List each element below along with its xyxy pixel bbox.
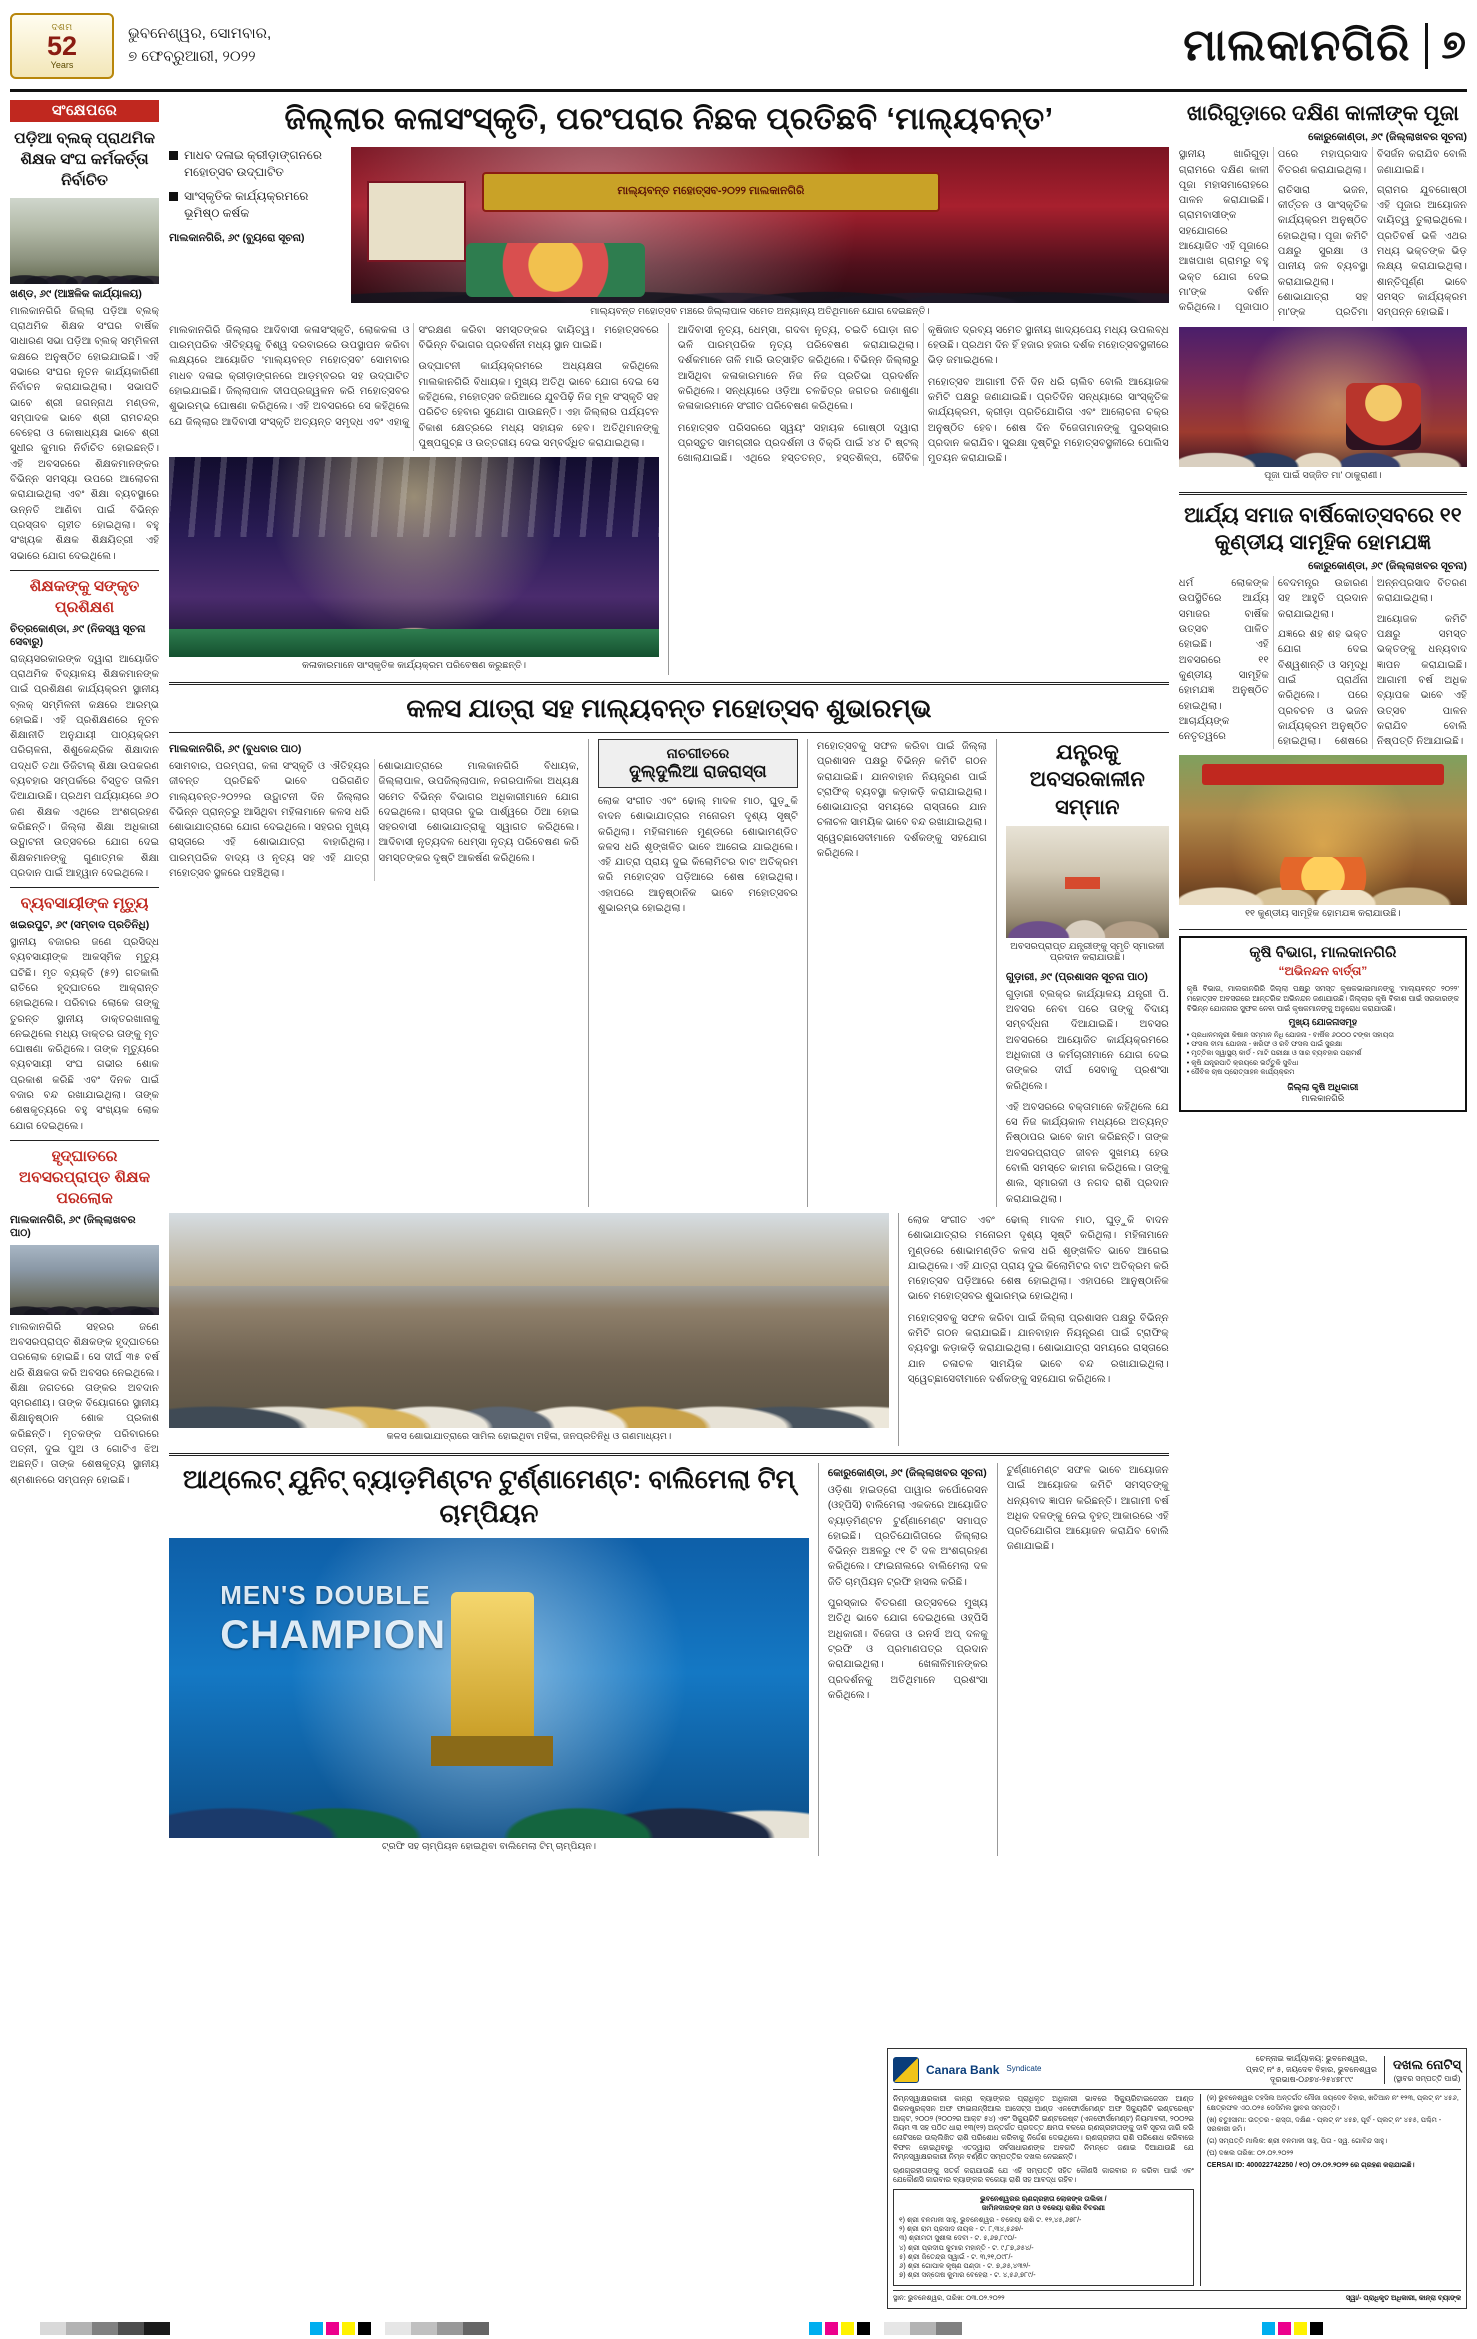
bank-borrower-row: ୨) ଶ୍ରୀ ରାମ ପ୍ରସାଦ ନାୟକ - ଟ. ୮,୩୪,୫୬୭/- [899,2226,1024,2234]
lead-dance-caption: କଳାକାରମାନେ ସାଂସ୍କୃତିକ କାର୍ଯ୍ୟକ୍ରମ ପରିବେଷଣ କରୁଛନ୍ତି। [301,660,526,672]
yantra-para-2: ଏହି ଅବସରରେ ବକ୍ତାମାନେ କହିଥିଲେ ଯେ ସେ ନିଜ କାର୍ଯ୍ୟକାଳ ମଧ୍ୟରେ ଅତ୍ୟନ୍ତ ନିଷ୍ଠାପର ଭାବେ କାମ କରିଛନ୍ତି। ତାଙ୍କ ଅବସରପ୍ରାପ୍ତ ଜୀବନ ସୁଖମୟ ହେଉ ବୋଲି ସମସ୍ତେ କାମନା କରିଥିଲେ। ତାଙ୍କୁ ଶାଲ, ସ୍ମାରକୀ ଓ ନଗଦ ରାଶି ପ୍ରଦାନ କରାଯାଇଥିଲା। [1005,1101,1169,1205]
bank-borrower-list [899,2216,1188,2280]
masthead [10,8,1467,92]
lead-bullet-1: ମାଧବ ଦଳାଇ କ୍ରୀଡ଼ାଙ୍ଗନରେ ମହୋତ୍ସବ ଉଦ୍‌ଘାଟିତ [169,147,341,182]
sports-photo [169,1538,809,1838]
masthead-dateline [128,23,318,68]
krishi-title: କୃଷି ବିଭାଗ, ମାଲକାନଗିରି [1249,944,1397,962]
sports-para-1: ଓଡ଼ିଶା ହାଇଡ୍ରୋ ପାୱାର କର୍ପୋରେସନ (ଓହ୍‌ପିସି) ବାଲିମେଲା ଏକକରେ ଆୟୋଜିତ ବ୍ୟାଡ଼ମିଣ୍ଟନ ଟୁର୍ଣ୍ଣାମେଣ୍ଟ ସମାପ୍ତ ହୋଇଛି। ପ୍ରତିଯୋଗିତାରେ ଜିଲ୍ଲାର ବିଭିନ୍ନ ଅଞ୍ଚଳରୁ ୯୧ ଟି ଦଳ ଅଂଶଗ୍ରହଣ କରିଥିଲେ। ଫାଇନାଲରେ ବାଲିମେଲା ଦଳ ଜିତି ଚାମ୍ପିୟନ ଟ୍ରଫି ହାସଲ କରିଛି। [827,1484,988,1588]
kalasa-headline: କଳସ ଯାତ୍ରା ସହ ମାଲ୍ୟବନ୍ତ ମହୋତ୍ସବ ଶୁଭାରମ୍ଭ [406,693,932,724]
bank-office-address: ଚେନ୍ନାଇ କାର୍ଯ୍ୟାଳୟ: ଭୁବନେଶ୍ୱର, ପ୍ଲଟ୍ ନଂ ୫, ଜୟଦେବ ବିହାର, ଭୁବନେଶ୍ୱର ଦୂରଭାଷ-୦୬୭୪-୨୫୪୭୮୯୯ [1245,2054,1377,2085]
bank-notice-body: ନିମ୍ନସ୍ୱାକ୍ଷରକାରୀ କାନ୍‌ରା ବ୍ୟାଙ୍କର ପ୍ରାଧିକୃତ ଅଧିକାରୀ ଭାବରେ ସିକ୍ୟୁରିଟାଇଜେସନ ଆଣ୍ଡ ରିକନଷ୍ଟ୍ରକ୍ସନ ଅଫ ଫାଇନାନ୍ସିଆଲ ଆସେଟ୍ସ ଆଣ୍ଡ ଏନଫୋର୍ସମେଣ୍ଟ ଅଫ ସିକ୍ୟୁରିଟି ଇଣ୍ଟରେଷ୍ଟ ଆକ୍ଟ, ୨୦୦୨ (୨୦୦୨ର ଆକ୍ଟ ୫୪) ଏବଂ ସିକ୍ୟୁରିଟି ଇଣ୍ଟରେଷ୍ଟ (ଏନଫୋର୍ସମେଣ୍ଟ) ନିୟମାବଳୀ, ୨୦୦୨ର ନିୟମ ୩ ସହ ପଠିତ ଧାରା ୧୩(୧୨) ଅନ୍ତର୍ଗତ ପ୍ରଦତ୍ତ କ୍ଷମତା ବଳରେ ଋଣଗ୍ରହୀତାଙ୍କୁ ଦାବି ସୂଚନା ଜାରି କରି ନୋଟିସରେ ଉଲ୍ଲିଖିତ ରାଶି ପରିଶୋଧ କରିବାକୁ ନିର୍ଦ୍ଦେଶ ଦେଇଥିଲେ। ଋଣଗ୍ରହୀତା ରାଶି ପରିଶୋଧ କରିବାରେ ବିଫଳ ହୋଇଥିବାରୁ ଏତଦ୍ୱାରା ସର୍ବସାଧାରଣଙ୍କ ଅବଗତି ନିମନ୍ତେ ଜଣାଇ ଦିଆଯାଉଛି ଯେ ନିମ୍ନସ୍ୱାକ୍ଷରକାରୀ ନିମ୍ନ ବର୍ଣ୍ଣିତ ସମ୍ପତ୍ତିର ଦଖଲ ନେଇଛନ୍ତି। [893,2094,1194,2162]
sports-byline: କୋରୁକୋଣ୍ଡା, ୬୯ (ଜିଲ୍ଲାଖବର ସୂଚନା) [827,1466,987,1479]
lead-para-4: ମହୋତ୍ସବ ପରିସରରେ ସ୍ୱୟଂ ସହାୟକ ଗୋଷ୍ଠୀ ଦ୍ୱାରା ପ୍ରସ୍ତୁତ ସାମଗ୍ରୀର ପ୍ରଦର୍ଶନୀ ଓ ବିକ୍ରି ପାଇଁ ୪୪ ଟି ଷ୍ଟଲ୍ ଖୋଲାଯାଇଛି। ଏଥିରେ ହସ୍ତତନ୍ତ, ହସ୍ତଶିଳ୍ପ, ଜୈବିକ କୃଷିଜାତ ଦ୍ରବ୍ୟ ସମେତ ସ୍ଥାନୀୟ ଖାଦ୍ୟପେୟ ମଧ୍ୟ ଉପଲବ୍ଧ ହେଉଛି। ପ୍ରଥମ ଦିନ ହିଁ ହଜାର ହଜାର ଦର୍ଶକ ମହୋତ୍ସବସ୍ଥଳୀରେ ଭିଡ଼ ଜମାଇଥିଲେ। [677,324,1169,465]
sports-para-3: ଟୁର୍ଣ୍ଣାମେଣ୍ଟ ସଫଳ ଭାବେ ଆୟୋଜନ ପାଇଁ ଆୟୋଜକ କମିଟି ସମସ୍ତଙ୍କୁ ଧନ୍ୟବାଦ ଜ୍ଞାପନ କରିଛନ୍ତି। ଆଗାମୀ ବର୍ଷ ଅଧିକ ଦଳଙ୍କୁ ନେଇ ବୃହତ୍ ଆକାରରେ ଏହି ପ୍ରତିଯୋଗିତା ଆୟୋଜନ କରାଯିବ ବୋଲି ଜଣାଯାଇଛି। [1006,1464,1169,1553]
krishi-bullet-2: • ଫସଲ ବୀମା ଯୋଜନା - ଖରିଫ ଓ ରବି ଫସଲ ପାଇଁ ସୁରକ୍ଷା [1186,1041,1343,1049]
bank-property-row: (ଖ) ଚତୁଃସୀମା: ଉତ୍ତର - ରାସ୍ତା, ଦକ୍ଷିଣ - ପ୍ଲଟ୍ ନଂ ୪୫୭, ପୂର୍ବ - ପ୍ଲଟ୍ ନଂ ୪୫୫, ପଶ୍ଚିମ - ସରକାରୀ ଜମି। [1206,2116,1442,2133]
left-briefs-column [10,100,159,1856]
brief2-headline: ଶିକ୍ଷକଙ୍କୁ ସଙ୍କୃତ ପ୍ରଶିକ୍ଷଣ [29,577,140,616]
krishi-bullet-5: • ଜୈବିକ ଚାଷ ପ୍ରୋତ୍ସାହନ କାର୍ଯ୍ୟକ୍ରମ [1186,1068,1295,1076]
brief4-headline: ହୃଦ୍‌ଘାତରେ ଅବସରପ୍ରାପ୍ତ ଶିକ୍ଷକ ପରଲୋକ [19,1147,151,1207]
brief4-byline: ମାଲକାନଗିରି, ୬୯ (ଜିଲ୍ଲାଖବର ପାଠ) [10,1213,136,1239]
kali-para-2: ରାତିସାରା ଭଜନ, କୀର୍ତ୍ତନ ଓ ସାଂସ୍କୃତିକ କାର୍ଯ୍ୟକ୍ରମ ଅନୁଷ୍ଠିତ ହୋଇଥିଲା। ପୂଜା କମିଟି ପକ୍ଷରୁ ସୁରକ୍ଷା ଓ ପାନୀୟ ଜଳ ବ୍ୟବସ୍ଥା କରାଯାଇଥିଲା। ଶୋଭାଯାତ୍ରା ସହ ମା'ଙ୍କ ପ୍ରତିମା ବିସର୍ଜନ କରାଯିବ ବୋଲି ଜଣାଯାଇଛି। [1277,149,1467,319]
arya-photo [1179,755,1467,905]
lead-para-3: ଆଦିବାସୀ ନୃତ୍ୟ, ଧେମ୍‌ସା, ଗଦବା ନୃତ୍ୟ, ଚଇତି ଘୋଡ଼ା ନାଚ ଭଳି ପାରମ୍ପରିକ ନୃତ୍ୟ ପରିବେଷଣ କରାଯାଇଥିଲା। ଦର୍ଶକମାନେ ତାଳି ମାରି ଉତ୍ସାହିତ କରିଥିଲେ। ବିଭିନ୍ନ ଜିଲ୍ଲାରୁ ଆସିଥିବା କଳାକାରମାନେ ନିଜ ନିଜ ପ୍ରତିଭା ପ୍ରଦର୍ଶନ କରିଥିଲେ। ସନ୍ଧ୍ୟାରେ ଓଡ଼ିଆ ଚଳଚ୍ଚିତ୍ର ଜଗତର ଜଣାଶୁଣା କଳାକାରମାନେ ସଂଗୀତ ପରିବେଷଣ କରିଥିଲେ। [677,324,919,413]
masthead-divider [1425,23,1428,69]
sports-headline: ଆଥ୍‌ଲେଟ୍ ଯୁନିଟ୍ ବ୍ୟାଡ଼ମିଣ୍ଟନ ଟୁର୍ଣ୍ଣାମେଣ୍ଟ: ବାଲିମେଲା ଟିମ୍ ଚାମ୍ପିୟନ [182,1463,796,1528]
arya-para-2: ଯଜ୍ଞରେ ଶହ ଶହ ଭକ୍ତ ଯୋଗ ଦେଇ ବିଶ୍ୱଶାନ୍ତି ଓ ସମୃଦ୍ଧି ପାଇଁ ପ୍ରାର୍ଥନା କରିଥିଲେ। ପରେ ପ୍ରବଚନ ଓ ଭଜନ କାର୍ଯ୍ୟକ୍ରମ ଅନୁଷ୍ଠିତ ହୋଇଥିଲା। ଶେଷରେ ଅନ୍ନପ୍ରସାଦ ବିତରଣ କରାଯାଇଥିଲା। [1277,578,1467,748]
logo-years-label: Years [50,59,74,70]
lead-photo-block [351,147,1169,321]
brief3-byline: ଖଇରପୁଟ, ୬୯ (ସମ୍ବାଦ ପ୍ରତିନିଧି) [10,919,150,932]
arya-byline: କୋରୁକୋଣ୍ଡା, ୬୯ (ଜିଲ୍ଲାଖବର ସୂଚନା) [1308,560,1467,573]
brief4-body: ମାଲକାନଗିରି ସହରର ଜଣେ ଅବସରପ୍ରାପ୍ତ ଶିକ୍ଷକଙ୍କ ହୃଦ୍‌ଘାତରେ ପରଲୋକ ହୋଇଛି। ସେ ଦୀର୍ଘ ୩୫ ବର୍ଷ ଧରି ଶିକ୍ଷକତା କରି ଅବସର ନେଇଥିଲେ। ଶିକ୍ଷା ଜଗତରେ ତାଙ୍କର ଅବଦାନ ସ୍ମରଣୀୟ। ତାଙ୍କ ବିୟୋଗରେ ସ୍ଥାନୀୟ ଶିକ୍ଷାନୁଷ୍ଠାନ ଶୋକ ପ୍ରକାଶ କରିଛନ୍ତି। ମୃତକଙ୍କ ପରିବାରରେ ପତ୍ନୀ, ଦୁଇ ପୁଅ ଓ ଗୋଟିଏ ଝିଅ ଅଛନ୍ତି। ତାଙ୍କ ଶେଷକୃତ୍ୟ ସ୍ଥାନୀୟ ଶ୍ମଶାନରେ ସମ୍ପନ୍ନ ହୋଇଛି। [10,1321,160,1486]
lead-bullet-2: ସାଂସ୍କୃତିକ କାର୍ଯ୍ୟକ୍ରମରେ ଭୂମିଷ୍ଠ କର୍ଷକ [169,188,341,223]
lead-photo [351,147,1169,303]
yantra-photo-caption: ଅବସରପ୍ରାପ୍ତ ଯନ୍ତ୍ରୀଙ୍କୁ ସ୍ମୃତି ସ୍ମାରକୀ ପ୍ରଦାନ କରାଯାଉଛି। [1010,940,1165,963]
bank-property-row: (କ) ଭୁବନେଶ୍ୱର ତହସିଲ ଅନ୍ତର୍ଗତ ମୌଜା ଜୟଦେବ ବିହାର, ଖତିଆନ ନଂ ୧୨୩, ପ୍ଲଟ୍ ନଂ ୪୫୬, କ୍ଷେତ୍ରଫଳ ଏ୦.୦୨୫ ଡେସିମିଲ ସ୍ଥାବର ସମ୍ପତ୍ତି। [1206,2095,1459,2112]
arya-headline: ଆର୍ଯ୍ୟ ସମାଜ ବାର୍ଷିକୋତ୍ସବରେ ୧୧ କୁଣ୍ଡୀୟ ସାମୂହିକ ହୋମଯଜ୍ଞ [1184,503,1462,554]
masthead-place-line1: ଭୁବନେଶ୍ୱର, ସୋମବାର, [128,25,272,42]
yantra-byline: ଗୁଡ଼ାରୀ, ୬୯ (ପ୍ରଶାସନ ସୂଚନା ପାଠ) [1005,970,1148,983]
bank-sub-name: Syndicate [1006,2064,1042,2074]
krishi-footer-office: ମାଲକାନଗିରି [1301,1092,1345,1103]
bank-ad-footer-right: ସ୍ୱା/- ପ୍ରାଧିକୃତ ଅଧିକାରୀ, କାନ୍‌ରା ବ୍ୟାଙ୍କ [1345,2294,1461,2302]
kali-byline: କୋରୁକୋଣ୍ଡା, ୬୯ (ଜିଲ୍ଲାଖବର ସୂଚନା) [1308,131,1467,144]
gray-ramp-2 [385,2322,489,2335]
brief2-byline: ଚିତ୍ରକୋଣ୍ଡା, ୬୯ (ନିଜସ୍ୱ ସୂଚନା ସେବାରୁ) [10,622,146,648]
bank-name: Canara Bank [926,2062,1000,2077]
bank-property-row: (ଗ) ସମ୍ପତ୍ତି ମାଲିକ: ଶ୍ରୀ ବନମାଳୀ ସାହୁ, ପିତା - ସ୍ୱ. ଗୋବିନ୍ଦ ସାହୁ। [1206,2137,1388,2145]
brief1-photo [10,198,159,284]
brief1-byline: ଖଣ୍ଡ, ୬୯ (ଆଞ୍ଚଳିକ କାର୍ଯ୍ୟାଳୟ) [10,287,142,300]
bank-borrower-row: ୭) ଶ୍ରୀ ସନ୍ତୋଷ କୁମାର ବେହେରା - ଟ. ୪,୫୬,୭୮୯/- [899,2271,1036,2279]
kalasa-photo-caption: କଳସ ଶୋଭାଯାତ୍ରାରେ ସାମିଲ ହୋଇଥିବା ମହିଳା, ଜନପ୍ରତିନିଧି ଓ ଗଣମାଧ୍ୟମ। [386,1430,672,1442]
color-swatches-2 [809,2322,870,2335]
kalasa-subhead-box [598,739,798,788]
gray-ramp-3 [884,2322,962,2335]
kali-para-3: ଗ୍ରାମର ଯୁବଗୋଷ୍ଠୀ ଏହି ପୂଜାର ଆୟୋଜନ ଦାୟିତ୍ୱ ତୁଲାଇଥିଲେ। ପ୍ରତିବର୍ଷ ଭଳି ଏଥର ମଧ୍ୟ ଭକ୍ତଙ୍କ ଭିଡ଼ ଲକ୍ଷ୍ୟ କରାଯାଇଥିଲା। ଶାନ୍ତିପୂର୍ଣ୍ଣ ଭାବେ ସମସ୍ତ କାର୍ଯ୍ୟକ୍ରମ ସମ୍ପନ୍ନ ହୋଇଛି। [1376,184,1467,319]
bank-cersai-id: CERSAI ID: 400022742250 / ୧୦) ୦୨.୦୨.୨୦୨୨ ରେ ଗ୍ରହଣ କରାଯାଇଛି। [1206,2162,1415,2169]
krishi-bullet-list [1187,1031,1459,1076]
bank-borrower-row: ୪) ଶ୍ରୀ ପ୍ରଦୀପ କୁମାର ମହାନ୍ତି - ଟ. ୯,୮୭,୬୫୪/- [899,2244,1034,2252]
bullet-square-icon [169,192,178,201]
right-column [1179,100,1467,1856]
kalasa-overflow-text: ଲୋକ ସଂଗୀତ ଏବଂ ଢୋଲ୍ ମାଦଳ ମାଠ, ଘୁଡ଼ୁକି ବାଦନ ଶୋଭାଯାତ୍ରାର ମନୋରମ ଦୃଶ୍ୟ ସୃଷ୍ଟି କରିଥିଲା। ମହିଳାମାନେ ମୁଣ୍ଡରେ ଶୋଭାମଣ୍ଡିତ କଳସ ଧରି ଶୃଙ୍ଖଳିତ ଭାବେ ଆଗେଇ ଯାଇଥିଲେ। ଏହି ଯାତ୍ରା ପ୍ରାୟ ଦୁଇ କିଲୋମିଟର ବାଟ ଅତିକ୍ରମ କରି ମହୋତ୍ସବ ପଡ଼ିଆରେ ଶେଷ ହୋଇଥିଲା। ଏହାପରେ ଆନୁଷ୍ଠାନିକ ଭାବେ ମହୋତ୍ସବର ଶୁଭାରମ୍ଭ ହୋଇଥିଲା। ମହୋତ୍ସବକୁ ସଫଳ କରିବା ପାଇଁ ଜିଲ୍ଲା ପ୍ରଶାସନ ପକ୍ଷରୁ ବିଭିନ୍ନ କମିଟି ଗଠନ କରାଯାଇଛି। ଯାନବାହାନ ନିୟନ୍ତ୍ରଣ ପାଇଁ ଟ୍ରାଫିକ୍ ବ୍ୟବସ୍ଥା କଡ଼ାକଡ଼ି କରାଯାଇଥିଲା। ଶୋଭାଯାତ୍ରା ସମୟରେ ରାସ୍ତାରେ ଯାନ ଚଳାଚଳ ସାମୟିକ ଭାବେ ବନ୍ଦ ରଖାଯାଇଥିଲା। ସ୍ୱେଚ୍ଛାସେବୀମାନେ ଦର୍ଶକଙ୍କୁ ସହଯୋଗ କରିଥିଲେ। [907,1214,1169,1385]
lead-para-2: ଉଦ୍‌ଘାଟନୀ କାର୍ଯ୍ୟକ୍ରମରେ ଅଧ୍ୟକ୍ଷତା କରିଥିଲେ ମାଲକାନଗିରି ବିଧାୟକ। ମୁଖ୍ୟ ଅତିଥି ଭାବେ ଯୋଗ ଦେଇ ସେ କହିଥିଲେ, ମହୋତ୍ସବ ଜରିଆରେ ଯୁବପିଢ଼ି ନିଜ ମୂଳ ସଂସ୍କୃତି ସହ ପରିଚିତ ହେବାର ସୁଯୋଗ ପାଉଛନ୍ତି। ଏହା ଜିଲ୍ଲାର ପର୍ଯ୍ୟଟନ ବିକାଶ କ୍ଷେତ୍ରରେ ମଧ୍ୟ ସହାୟକ ହେବ। ଅତିଥିମାନଙ୍କୁ ପୁଷ୍ପଗୁଚ୍ଛ ଓ ଉତ୍ତରୀୟ ଦେଇ ସମ୍ବର୍ଦ୍ଧିତ କରାଯାଇଥିଲା। [418,361,659,449]
yantra-photo [1006,826,1169,938]
kali-photo [1179,327,1467,467]
kali-headline: ଖାରିଗୁଡ଼ାରେ ଦକ୍ଷିଣ କାଳୀଙ୍କ ପୂଜା [1186,102,1459,125]
kalasa-para-2: ଶୋଭାଯାତ୍ରାରେ ମାଲକାନଗିରି ବିଧାୟକ, ଜିଲ୍ଲାପାଳ, ଉପଜିଲ୍ଲାପାଳ, ନଗରପାଳିକା ଅଧ୍ୟକ୍ଷ ସମେତ ବିଭିନ୍ନ ବିଭାଗର ଅଧିକାରୀମାନେ ଯୋଗ ଦେଇଥିଲେ। ରାସ୍ତାର ଦୁଇ ପାର୍ଶ୍ୱରେ ଠିଆ ହୋଇ ସହରବାସୀ ଶୋଭାଯାତ୍ରାକୁ ସ୍ୱାଗତ କରିଥିଲେ। ଆଦିବାସୀ ନୃତ୍ୟଦଳ ଧେମ୍‌ସା ନୃତ୍ୟ ପରିବେଷଣ କରି ସମସ୍ତଙ୍କର ଦୃଷ୍ଟି ଆକର୍ଷଣ କରିଥିଲେ। [378,760,579,864]
kali-para-1: ସ୍ଥାନୀୟ ଖାରିଗୁଡ଼ା ଗ୍ରାମରେ ଦକ୍ଷିଣ କାଳୀ ପୂଜା ମହାସମାରୋହରେ ପାଳନ କରାଯାଇଛି। ଗ୍ରାମବାସୀଙ୍କ ସହଯୋଗରେ ଆୟୋଜିତ ଏହି ପୂଜାରେ ଆଖପାଖ ଗ୍ରାମରୁ ବହୁ ଭକ୍ତ ଯୋଗ ଦେଇ ମା'ଙ୍କ ଦର୍ଶନ କରିଥିଲେ। ପୂଜାପାଠ ପରେ ମହାପ୍ରସାଦ ବିତରଣ କରାଯାଇଥିଲା। [1178,149,1368,314]
sports-photo-caption: ଟ୍ରଫି ସହ ଚାମ୍ପିୟନ ହୋଇଥିବା ବାଲିମେଲା ଟିମ୍ ଚାମ୍ପିୟନ। [381,1840,597,1852]
lead-photo-banner: ମାଲ୍ୟବନ୍ତ ମହୋତ୍ସବ-୨୦୨୨ ମାଲକାନଗିରି [482,172,940,213]
bank-borrower-row: ୫) ଶ୍ରୀ ଜିତେନ୍ଦ୍ର ସ୍ୱାଇଁ - ଟ. ୩,୨୧,୦୯୮/- [899,2253,1013,2261]
krishi-footer-name: ଜିଲ୍ଲା କୃଷି ଅଧିକାରୀ [1287,1081,1359,1092]
bank-borrower-list-sub: ଜାମିନଦାରଙ୍କ ନାମ ଓ ବକେୟା ରାଶିର ବିବରଣୀ [981,2205,1105,2213]
anniversary-logo [10,13,114,79]
bank-logo-icon [893,2057,919,2083]
brief1-body: ମାଲକାନଗିରି ଜିଲ୍ଲା ପଡ଼ିଆ ବ୍ଲକ୍ ପ୍ରାଥମିକ ଶିକ୍ଷକ ସଂଘର ବାର୍ଷିକ ସାଧାରଣ ସଭା ପଡ଼ିଆ ବ୍ଲକ୍ ସମ୍ମିଳନୀ କକ୍ଷରେ ଅନୁଷ୍ଠିତ ହୋଇଯାଇଛି। ଏହି ସଭାରେ ସଂଘର ନୂତନ କାର୍ଯ୍ୟକାରିଣୀ ନିର୍ବାଚନ କରାଯାଇଥିଲା। ସଭାପତି ଭାବେ ଶ୍ରୀ ଜଗନ୍ନାଥ ମଣ୍ଡଳ, ସମ୍ପାଦକ ଭାବେ ଶ୍ରୀ ରାମଚନ୍ଦ୍ର ବେହେରା ଓ କୋଷାଧ୍ୟକ୍ଷ ଭାବେ ଶ୍ରୀ ସୁଧୀର କୁମାର ନିର୍ବାଚିତ ହୋଇଛନ୍ତି। ଏହି ଅବସରରେ ଶିକ୍ଷକମାନଙ୍କର ବିଭିନ୍ନ ସମସ୍ୟା ଉପରେ ଆଲୋଚନା କରାଯାଇଥିଲା ଏବଂ ଶିକ୍ଷା ବ୍ୟବସ୍ଥାରେ ଉନ୍ନତି ଆଣିବା ପାଇଁ ବିଭିନ୍ନ ପ୍ରସ୍ତାବ ଗୃହୀତ ହୋଇଥିଲା। ବହୁ ସଂଖ୍ୟକ ଶିକ୍ଷକ ଶିକ୍ଷୟିତ୍ରୀ ଏହି ସଭାରେ ଯୋଗ ଦେଇଥିଲେ। [10,305,160,562]
yantra-headline: ଯନ୍ତ୍ରକୁ ଅବସରକାଳୀନ ସମ୍ମାନ [1029,740,1145,819]
main-content-column [169,100,1169,1856]
krishi-bullet-3: • ମୃତ୍ତିକା ସ୍ୱାସ୍ଥ୍ୟ କାର୍ଡ - ମାଟି ପରୀକ୍ଷା ଓ ସାର ବ୍ୟବହାର ପରାମର୍ଶ [1186,1050,1362,1058]
brief3-body: ସ୍ଥାନୀୟ ବଜାରର ଜଣେ ପ୍ରସିଦ୍ଧ ବ୍ୟବସାୟୀଙ୍କ ଆକସ୍ମିକ ମୃତ୍ୟୁ ଘଟିଛି। ମୃତ ବ୍ୟକ୍ତି (୫୨) ଗତକାଲି ରାତିରେ ହୃଦ୍‌ଘାତରେ ଆକ୍ରାନ୍ତ ହୋଇଥିଲେ। ପରିବାର ଲୋକେ ତାଙ୍କୁ ତୁରନ୍ତ ସ୍ଥାନୀୟ ଡାକ୍ତରଖାନାକୁ ନେଇଥିଲେ ମଧ୍ୟ ଡାକ୍ତର ତାଙ୍କୁ ମୃତ ଘୋଷଣା କରିଥିଲେ। ତାଙ୍କ ମୃତ୍ୟୁରେ ବ୍ୟବସାୟୀ ସଂଘ ଗଭୀର ଶୋକ ପ୍ରକାଶ କରିଛି ଏବଂ ଦିନକ ପାଇଁ ବଜାର ବନ୍ଦ ରଖାଯାଇଥିଲା। ତାଙ୍କ ଶେଷକୃତ୍ୟରେ ବହୁ ସଂଖ୍ୟକ ଲୋକ ଯୋଗ ଦେଇଥିଲେ। [10,937,160,1132]
bank-ad-header [893,2054,1461,2090]
brief3-headline: ବ୍ୟବସାୟୀଙ୍କ ମୃତ୍ୟୁ [20,895,149,913]
briefs-label: ସଂକ୍ଷେପରେ [10,100,159,122]
bank-notice-title-block: ଦଖଲ ନୋଟିସ୍ (ସ୍ଥାବର ସମ୍ପତ୍ତି ପାଇଁ) [1384,2056,1461,2084]
krishi-body: କୃଷି ବିଭାଗ, ମାଲକାନଗିରି ଜିଲ୍ଲା ପକ୍ଷରୁ ସମସ୍ତ କୃଷକଭାଇମାନଙ୍କୁ ‘ମାଲ୍ୟବନ୍ତ ୨୦୨୨’ ମହୋତ୍ସବ ଅବସରରେ ଆନ୍ତରିକ ଅଭିନନ୍ଦନ ଜଣାଯାଉଛି। ଜିଲ୍ଲାର କୃଷି ବିକାଶ ପାଇଁ ସରକାରଙ୍କ ବିଭିନ୍ନ ଯୋଜନାର ସୁଫଳ ନେବା ପାଇଁ କୃଷକମାନଙ୍କୁ ଅନୁରୋଧ କରାଯାଉଛି। [1186,984,1459,1013]
page-body [10,100,1467,1856]
arya-para-1: ଧର୍ମ ଲୋକଙ୍କ ଉପସ୍ଥିତିରେ ଆର୍ଯ୍ୟ ସମାଜର ବାର୍ଷିକ ଉତ୍ସବ ପାଳିତ ହୋଇଛି। ଏହି ଅବସରରେ ୧୧ କୁଣ୍ଡୀୟ ସାମୂହିକ ହୋମଯଜ୍ଞ ଅନୁଷ୍ଠିତ ହୋଇଥିଲା। ଆଚାର୍ଯ୍ୟଙ୍କ ନେତୃତ୍ୱରେ ବେଦମନ୍ତ୍ର ଉଚ୍ଚାରଣ ସହ ଆହୁତି ପ୍ରଦାନ କରାଯାଇଥିଲା। [1178,578,1368,743]
kalasa-subhead-1: ନାଚଗୀତରେ [666,744,730,761]
lead-para-1: ମାଲକାନଗିରି ଜିଲ୍ଲାର ଆଦିବାସୀ କଳା‌ସଂସ୍କୃତି, ଲୋକକଳା ଓ ପାରମ୍ପରିକ ଐତିହ୍ୟକୁ ବିଶ୍ୱ ଦରବାରରେ ଉପସ୍ଥାପନ କରିବା ଲକ୍ଷ୍ୟରେ ଆୟୋଜିତ ‘ମାଲ୍ୟବନ୍ତ ମହୋତ୍ସବ’ ସୋମବାର ମାଧବ ଦଳାଇ କ୍ରୀଡ଼ାଙ୍ଗନରେ ଆଡ଼ମ୍ବରର ସହ ଉଦ୍‌ଘାଟିତ ହୋଇଯାଇଛି। ଜିଲ୍ଲାପାଳ ଦୀପପ୍ରଜ୍ୱଳନ କରି ମହୋତ୍ସବର ଶୁଭାରମ୍ଭ ଘୋଷଣା କରିଥିଲେ। ଏହି ଅବସରରେ ସେ କହିଥିଲେ ଯେ ଜିଲ୍ଲାର ଆଦିବାସୀ ସଂସ୍କୃତି ଅତ୍ୟନ୍ତ ସମୃଦ୍ଧ ଏବଂ ଏହାକୁ ସଂରକ୍ଷଣ କରିବା ସମସ୍ତଙ୍କର ଦାୟିତ୍ୱ। ମହୋତ୍ସବରେ ବିଭିନ୍ନ ବିଭାଗର ପ୍ରଦର୍ଶନୀ ମଧ୍ୟ ସ୍ଥାନ ପାଇଛି। [169,324,659,428]
krishi-bullet-1: • ପ୍ରଧାନମନ୍ତ୍ରୀ କିଷାନ ସମ୍ମାନ ନିଧି ଯୋଜନା - ବାର୍ଷିକ ୬୦୦୦ ଟଙ୍କା ସହାୟତା [1186,1032,1394,1040]
bank-property-list [1207,2094,1461,2170]
arya-para-3: ଆୟୋଜକ କମିଟି ପକ୍ଷରୁ ସମସ୍ତ ଭକ୍ତଙ୍କୁ ଧନ୍ୟବାଦ ଜ୍ଞାପନ କରାଯାଇଛି। ଆଗାମୀ ବର୍ଷ ଅଧିକ ବ୍ୟାପକ ଭାବେ ଏହି ଉତ୍ସବ ପାଳନ କରାଯିବ ବୋଲି ନିଷ୍ପତ୍ତି ନିଆଯାଇଛି। [1376,613,1467,748]
krishi-bullet-4: • କୃଷି ଯନ୍ତ୍ରପାତି କ୍ରୟରେ ଭର୍ତ୍ତୁକି ସୁବିଧା [1186,1059,1299,1067]
bank-notice-warning: ଋଣଗ୍ରହୀତାଙ୍କୁ ସତର୍କ କରାଯାଉଛି ଯେ ଏହି ସମ୍ପତ୍ତି ସହିତ କୌଣସି କାରବାର ନ କରିବା ପାଇଁ ଏବଂ ଯେକୌଣସି କାରବାର ବ୍ୟାଙ୍କର ବକେୟା ରାଶି ସହ ଆବଦ୍ଧ ରହିବ। [893,2165,1194,2185]
kalasa-para-1: ସୋମବାର, ପରମ୍ପରା, କଳା ସଂସ୍କୃତି ଓ ଐତିହ୍ୟର ଜୀବନ୍ତ ପ୍ରତିଛବି ଭାବେ ପରିଗଣିତ ମାଲ୍ୟବନ୍ତ-୨୦୨୨ର ଉଦ୍ଘାଟନୀ ଦିନ ଜିଲ୍ଲାର ବିଭିନ୍ନ ପ୍ରାନ୍ତରୁ ଆସିଥିବା ମହିଳାମାନେ କଳସ ଧରି ଶୋଭାଯାତ୍ରାରେ ଯୋଗ ଦେଇଥିଲେ। ସହରର ମୁଖ୍ୟ ରାସ୍ତାରେ ଏହି ଶୋଭାଯାତ୍ରା ବାହାରିଥିଲା। ପାରମ୍ପରିକ ବାଦ୍ୟ ଓ ନୃତ୍ୟ ସହ ଏହି ଯାତ୍ରା ମହୋତ୍ସବ ସ୍ଥଳରେ ପହଞ୍ଚିଥିଲା। [169,760,370,879]
color-registration-bar [0,2317,1477,2339]
logo-years-number: 52 [46,30,78,61]
bank-borrower-row: ୩) ଶ୍ରୀମତୀ ସୁଶୀଳା ଦେବୀ - ଟ. ୫,୬୭,୮୯୦/- [899,2235,1017,2243]
sports-photo-overlay-2: CHAMPION [220,1612,447,1657]
lead-photo-caption: ମାଲ୍ୟବନ୍ତ ମହୋତ୍ସବ ମଞ୍ଚରେ ଜିଲ୍ଲାପାଳ ସମେତ ଅନ୍ୟାନ୍ୟ ଅତିଥିମାନେ ଯୋଗ ଦେଇଛନ୍ତି। [590,305,930,317]
brief2-body: ରାଜ୍ୟସରକାରଙ୍କ ଦ୍ୱାରା ଆୟୋଜିତ ପ୍ରାଥମିକ ବିଦ୍ୟାଳୟ ଶିକ୍ଷକମାନଙ୍କ ପାଇଁ ପ୍ରଶିକ୍ଷଣ କାର୍ଯ୍ୟକ୍ରମ ସ୍ଥାନୀୟ ବ୍ଲକ୍ ସମ୍ମିଳନୀ କକ୍ଷରେ ଆରମ୍ଭ ହୋଇଛି। ଏହି ପ୍ରଶିକ୍ଷଣରେ ନୂତନ ଶିକ୍ଷାନୀତି ଅନୁଯାୟୀ ପାଠ୍ୟକ୍ରମ ପରିଚାଳନା, ଶିଶୁକେନ୍ଦ୍ରିକ ଶିକ୍ଷାଦାନ ପଦ୍ଧତି ତଥା ଡିଜିଟାଲ୍ ଶିକ୍ଷା ଉପକରଣ ବ୍ୟବହାର ସମ୍ପର୍କରେ ବିସ୍ତୃତ ତାଲିମ ଦିଆଯାଉଛି। ପ୍ରଥମ ପର୍ଯ୍ୟାୟରେ ୬୦ ଜଣ ଶିକ୍ଷକ ଏଥିରେ ଅଂଶଗ୍ରହଣ କରିଛନ୍ତି। ଜିଲ୍ଲା ଶିକ୍ଷା ଅଧିକାରୀ ଉଦ୍ଘାଟନୀ ଉତ୍ସବରେ ଯୋଗ ଦେଇ ଶିକ୍ଷକମାନଙ୍କୁ ଗୁଣାତ୍ମକ ଶିକ୍ଷା ପ୍ରଦାନ ପାଇଁ ଆହ୍ୱାନ ଦେଇଥିଲେ। [10,653,160,879]
yantra-para-1: ଗୁଡ଼ାରୀ ବ୍ଲକ୍‌ର କାର୍ଯ୍ୟାଳୟ ଯନ୍ତ୍ରୀ ପି. ଅବସର ନେବା ପରେ ତାଙ୍କୁ ବିଦାୟ ସମ୍ବର୍ଦ୍ଧନା ଦିଆଯାଇଛି। ଅବସର ଅବସରରେ ଆୟୋଜିତ କାର୍ଯ୍ୟକ୍ରମରେ ଅଧିକାରୀ ଓ କର୍ମଚାରୀମାନେ ଯୋଗ ଦେଇ ତାଙ୍କର ଦୀର୍ଘ ସେବାକୁ ପ୍ରଶଂସା କରିଥିଲେ। [1005,988,1169,1092]
logo-top-text: ଦଶମ [51,21,73,32]
kalasa-subhead-2: ଦୁଲ୍‌ଦୁଲିଆ ରାଜରାସ୍ତା [629,761,767,781]
bank-advertisement [887,2048,1467,2309]
krishi-advertisement [1179,936,1467,1111]
lead-dance-photo [169,457,659,657]
color-swatches [310,2322,371,2335]
brief1-headline: ପଡ଼ିଆ ବ୍ଲକ୍ ପ୍ରାଥମିକ ଶିକ୍ଷକ ସଂଘ କର୍ମକର୍ତ୍ତା ନିର୍ବାଚିତ [14,130,155,189]
lead-bullets-block [169,147,341,321]
kalasa-para-4: ମହୋତ୍ସବକୁ ସଫଳ କରିବା ପାଇଁ ଜିଲ୍ଲା ପ୍ରଶାସନ ପକ୍ଷରୁ ବିଭିନ୍ନ କମିଟି ଗଠନ କରାଯାଇଛି। ଯାନବାହାନ ନିୟନ୍ତ୍ରଣ ପାଇଁ ଟ୍ରାଫିକ୍ ବ୍ୟବସ୍ଥା କଡ଼ାକଡ଼ି କରାଯାଇଥିଲା। ଶୋଭାଯାତ୍ରା ସମୟରେ ରାସ୍ତାରେ ଯାନ ଚଳାଚଳ ସାମୟିକ ଭାବେ ବନ୍ଦ ରଖାଯାଇଥିଲା। ସ୍ୱେଚ୍ଛାସେବୀମାନେ ଦର୍ଶକଙ୍କୁ ସହଯୋଗ କରିଥିଲେ। [816,740,987,859]
lead-byline: ମାଲକାନଗିରି, ୬୯ (ବ୍ୟୁରୋ ସୂଚନା) [169,232,305,245]
bank-property-row: (ଘ) ଦଖଲ ତାରିଖ: ୦୨.୦୨.୨୦୨୨ [1206,2149,1294,2157]
kalasa-byline: ମାଲକାନଗିରି, ୬୯ (ବୁଧବାର ପାଠ) [169,742,302,755]
krishi-section-title: ମୁଖ୍ୟ ଯୋଜନାସମୂହ [1288,1017,1358,1028]
sports-photo-overlay-1: MEN'S DOUBLE [220,1579,431,1610]
gray-ramp [14,2322,170,2335]
kalasa-procession-photo [169,1213,889,1428]
masthead-place-line2: ୭ ଫେବ୍ରୁଆରୀ, ୨୦୨୨ [128,47,256,65]
kalasa-para-3: ଲୋକ ସଂଗୀତ ଏବଂ ଢୋଲ୍ ମାଦଳ ମାଠ, ଘୁଡ଼ୁକି ବାଦନ ଶୋଭାଯାତ୍ରାର ମନୋରମ ଦୃଶ୍ୟ ସୃଷ୍ଟି କରିଥିଲା। ମହିଳାମାନେ ମୁଣ୍ଡରେ ଶୋଭାମଣ୍ଡିତ କଳସ ଧରି ଶୃଙ୍ଖଳିତ ଭାବେ ଆଗେଇ ଯାଇଥିଲେ। ଏହି ଯାତ୍ରା ପ୍ରାୟ ଦୁଇ କିଲୋମିଟର ବାଟ ଅତିକ୍ରମ କରି ମହୋତ୍ସବ ପଡ଼ିଆରେ ଶେଷ ହୋଇଥିଲା। ଏହାପରେ ଆନୁଷ୍ଠାନିକ ଭାବେ ମହୋତ୍ସବର ଶୁଭାରମ୍ଭ ହୋଇଥିଲା। [597,795,798,914]
page-title: ମାଲକାନଗିରି [1183,20,1411,70]
kali-photo-caption: ପୂଜା ପାଇଁ ସଜ୍ଜିତ ମା' ଠାକୁରାଣୀ। [1264,469,1382,481]
masthead-title-block [1183,21,1467,71]
lead-headline: ଜିଲ୍ଲାର କଳା‌ସଂସ୍କୃତି, ପରଂପରାର ନିଛକ ପ୍ରତିଛବି ‘ମାଲ୍ୟବନ୍ତ’ [284,101,1054,136]
bullet-square-icon [169,151,178,160]
bank-borrower-row: ୬) ଶ୍ରୀ ଗୋପାଳ କୃଷ୍ଣ ପଣ୍ଡା - ଟ. ୭,୬୫,୪୩୨/- [899,2262,1031,2270]
brief4-photo [10,1245,159,1315]
bank-borrower-row: ୧) ଶ୍ରୀ ବନମାଳୀ ସାହୁ, ଭୁବନେଶ୍ୱର - ବକେୟା ରାଶି ଟ. ୧୨,୪୫,୬୭୮/- [899,2217,1082,2225]
sports-para-2: ପୁରସ୍କାର ବିତରଣୀ ଉତ୍ସବରେ ମୁଖ୍ୟ ଅତିଥି ଭାବେ ଯୋଗ ଦେଇଥିଲେ ଓହ୍‌ପିସି ଅଧିକାରୀ। ବିଜେତା ଓ ରନର୍ସ ଅପ୍ ଦଳକୁ ଟ୍ରଫି ଓ ପ୍ରମାଣପତ୍ର ପ୍ରଦାନ କରାଯାଇଥିଲା। ଖେଳାଳିମାନଙ୍କର ପ୍ରଦର୍ଶନକୁ ଅତିଥିମାନେ ପ୍ରଶଂସା କରିଥିଲେ। [827,1598,988,1701]
arya-photo-caption: ୧୧ କୁଣ୍ଡୀୟ ସାମୂହିକ ହୋମଯଜ୍ଞ କରାଯାଉଛି। [1245,908,1401,920]
bank-borrower-list-title: ଭୁବନେଶ୍ୱରର ଋଣଗ୍ରହୀତା ଲୋକଙ୍କ ତାଲିକା / [980,2196,1107,2204]
bank-ad-footer-left: ସ୍ଥାନ: ଭୁବନେଶ୍ୱର, ତାରିଖ: ୦୩.୦୨.୨୦୨୨ [893,2294,1005,2302]
color-swatches-3 [1262,2322,1323,2335]
krishi-subtitle: “ଅଭିନନ୍ଦନ ବାର୍ତ୍ତା” [1278,964,1368,979]
lead-para-5: ମହୋତ୍ସବ ଆଗାମୀ ତିନି ଦିନ ଧରି ଚାଲିବ ବୋଲି ଆୟୋଜକ କମିଟି ପକ୍ଷରୁ ଜଣାଯାଇଛି। ପ୍ରତିଦିନ ସନ୍ଧ୍ୟାରେ ସାଂସ୍କୃତିକ କାର୍ଯ୍ୟକ୍ରମ, କ୍ରୀଡ଼ା ପ୍ରତିଯୋଗିତା ଏବଂ ଆଲୋଚନା ଚକ୍ର ଅନୁଷ୍ଠିତ ହେବ। ଶେଷ ଦିନ ବିଜେତାମାନଙ୍କୁ ପୁରସ୍କାର ପ୍ରଦାନ କରାଯିବ। ସୁରକ୍ଷା ଦୃଷ୍ଟିରୁ ମହୋତ୍ସବସ୍ଥଳୀରେ ପୋଲିସ ମୁତୟନ କରାଯାଇଛି। [927,376,1169,465]
page-number: ୭ [1441,23,1467,67]
